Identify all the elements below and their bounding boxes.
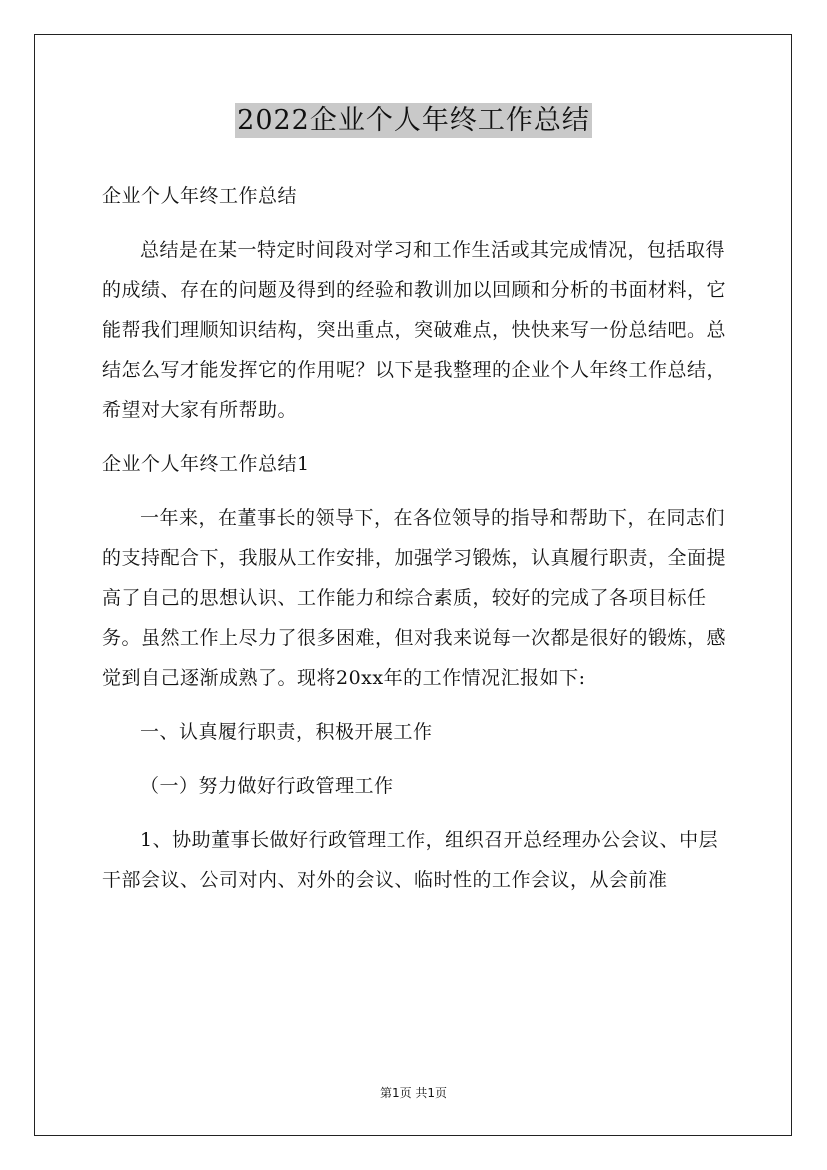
heading-main: 企业个人年终工作总结: [102, 185, 298, 207]
paragraph-2: 1、协助董事长做好行政管理工作，组织召开总经理办公会议、中层干部会议、公司对内、对外的会议、临时性的工作会议，从会前准: [102, 829, 719, 891]
document-body: [102, 176, 730, 900]
document-title: 2022企业个人年终工作总结: [237, 105, 590, 136]
paragraph-1: 一年来，在董事长的领导下，在各位领导的指导和帮助下，在同志们的支持配合下，我服从工作安排，加强学习锻炼，认真履行职责，全面提高了自己的思想认识、工作能力和综合素质，较好的完成了各项目标任务。虽然工作上尽力了很多困难，但对我来说每一次都是很好的锻炼，感觉到自己逐渐成熟了。现将20xx年的工作情况汇报如下:: [102, 507, 727, 689]
heading-section-1: 企业个人年终工作总结1: [102, 453, 310, 475]
subsection-heading-1: （一）努力做好行政管理工作: [140, 775, 394, 797]
section-heading-1: 一、认真履行职责，积极开展工作: [140, 721, 433, 743]
intro-paragraph: 总结是在某一特定时间段对学习和工作生活或其完成情况，包括取得的成绩、存在的问题及得到的经验和教训加以回顾和分析的书面材料，它能帮我们理顺知识结构，突出重点，突破难点，快快来写一份总结吧。总结怎么写才能发挥它的作用呢？以下是我整理的企业个人年终工作总结，希望对大家有所帮助。: [102, 239, 727, 421]
document-title-wrap: [0, 98, 827, 137]
page-footer: 第1页 共1页: [379, 1086, 448, 1100]
